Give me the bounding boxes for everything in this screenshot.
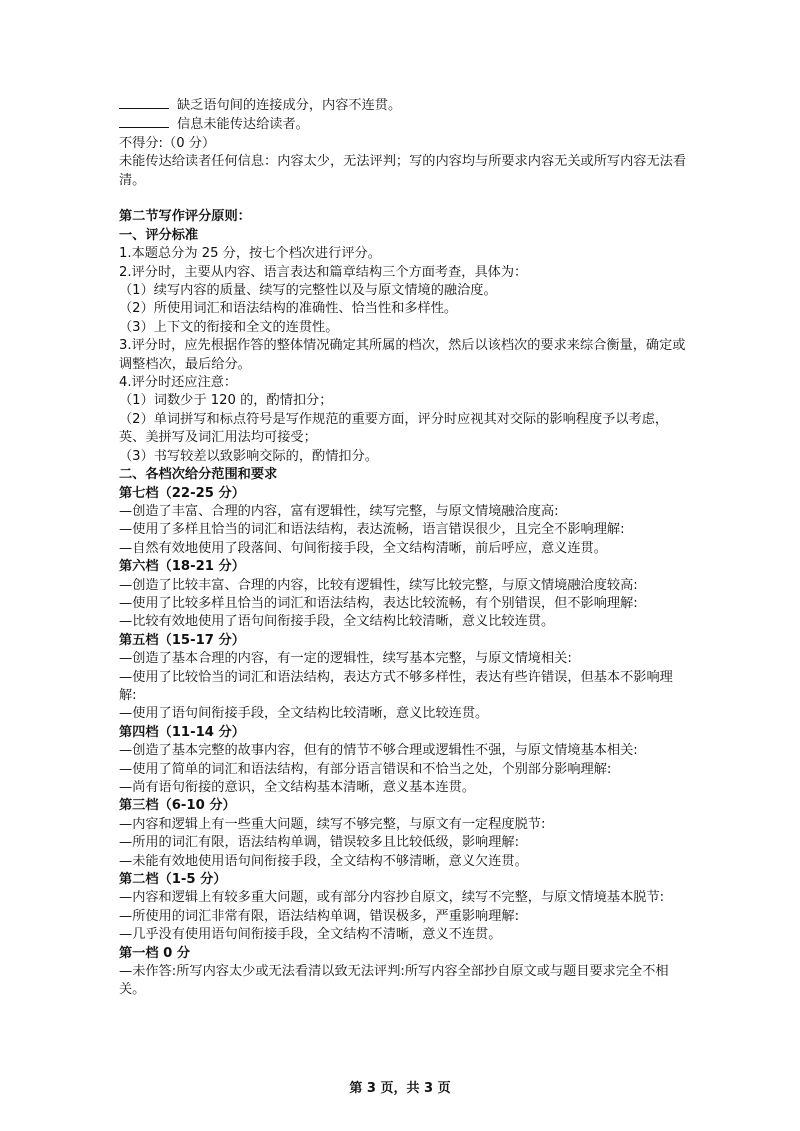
blank-criterion-1 [119, 96, 687, 115]
level-point: —所使用的词汇非常有限，语法结构单调，错误极多，严重影响理解: [119, 908, 520, 924]
level-title: 第四档（11-14 分） [119, 724, 245, 740]
level-point: —使用了多样且恰当的词汇和语法结构，表达流畅，语言错误很少，且完全不影响理解: [119, 522, 625, 538]
level-point: —比较有效地使用了语句间衔接手段，全文结构比较清晰，意义比较连贯。 [119, 614, 555, 630]
level-point: —创造了基本完整的故事内容，但有的情节不够合理或逻辑性不强，与原文情境基本相关: [119, 743, 638, 759]
page-footer: 第 3 页，共 3 页 [349, 1081, 451, 1096]
blank-criterion-2 [119, 115, 687, 134]
level-point: —未能有效地使用语句间衔接手段，全文结构不够清晰，意义欠连贯。 [119, 853, 528, 869]
rule-item: 1.本题总分为 25 分，按七个档次进行评分。 [119, 246, 381, 262]
rule-item: （1）续写内容的质量、续写的完整性以及与原文情境的融洽度。 [119, 283, 497, 299]
level-point: —创造了丰富、合理的内容，富有逻辑性，续写完整，与原文情境融洽度高: [119, 503, 559, 519]
no-score-heading: 不得分:（0 分） [119, 135, 216, 151]
document-body [119, 96, 687, 1000]
blank-underline [119, 96, 169, 109]
level-title: 第七档（22-25 分） [119, 485, 245, 501]
rule-item: （3）书写较差以致影响交际的，酌情扣分。 [119, 448, 378, 464]
part-one-heading: 一、评分标准 [119, 227, 199, 243]
level-title: 第五档（15-17 分） [119, 632, 245, 648]
level-point: —所用的词汇有限，语法结构单调，错误较多且比较低级，影响理解: [119, 835, 520, 851]
level-point: —使用了语句间衔接手段，全文结构比较清晰，意义比较连贯。 [119, 706, 489, 722]
section-title: 第二节写作评分原则： [119, 209, 251, 225]
level-point: —自然有效地使用了段落间、句间衔接手段，全文结构清晰，前后呼应，意义连贯。 [119, 540, 607, 556]
level-point: —未作答:所写内容太少或无法看清以致无法评判:所写内容全部抄自原文或与题目要求完全不相关。 [119, 964, 669, 998]
no-score-description: 未能传达给读者任何信息：内容太少，无法评判；写的内容均与所要求内容无关或所写内容无法看清。 [119, 154, 687, 188]
part-two-heading: 二、各档次给分范围和要求 [119, 467, 278, 483]
level-point: —几乎没有使用语句间衔接手段，全文结构不清晰，意义不连贯。 [119, 927, 502, 943]
level-point: —尚有语句衔接的意识，全文结构基本清晰，意义基本连贯。 [119, 780, 476, 796]
rule-item: 3.评分时，应先根据作答的整体情况确定其所属的档次，然后以该档次的要求来综合衡量，确定或调整档次，最后给分。 [119, 338, 686, 372]
rule-item: （2）所使用词汇和语法结构的准确性、恰当性和多样性。 [119, 301, 458, 317]
spacer [119, 190, 687, 208]
rule-item: （1）词数少于 120 的，酌情扣分； [119, 393, 333, 409]
level-point: —内容和逻辑上有一些重大问题，续写不够完整，与原文有一定程度脱节: [119, 816, 546, 832]
level-point: —创造了基本合理的内容，有一定的逻辑性，续写基本完整，与原文情境相关: [119, 651, 572, 667]
level-title: 第二档（1-5 分） [119, 872, 227, 888]
criterion-text: 信息未能传达给读者。 [177, 117, 309, 133]
level-title: 第一档 0 分 [119, 945, 191, 961]
rule-item: （3）上下文的衔接和全文的连贯性。 [119, 319, 339, 335]
level-point: —使用了简单的词汇和语法结构，有部分语言错误和不恰当之处，个别部分影响理解: [119, 761, 612, 777]
level-title: 第六档（18-21 分） [119, 559, 245, 575]
level-point: —内容和逻辑上有较多重大问题，或有部分内容抄自原文，续写不完整，与原文情境基本脱节: [119, 890, 665, 906]
level-title: 第三档（6-10 分） [119, 798, 236, 814]
rule-item: 2.评分时，主要从内容、语言表达和篇章结构三个方面考查，具体为： [119, 264, 528, 280]
blank-underline [119, 115, 169, 128]
criterion-text: 缺乏语句间的连接成分，内容不连贯。 [177, 98, 402, 113]
rule-item: （2）单词拼写和标点符号是写作规范的重要方面，评分时应视其对交际的影响程度予以考虑，英、美拼写及词汇用法均可接受； [119, 411, 669, 446]
level-point: —创造了比较丰富、合理的内容，比较有逻辑性，续写比较完整，与原文情境融洽度较高: [119, 577, 638, 593]
rule-item: 4.评分时还应注意： [119, 375, 238, 391]
level-point: —使用了比较恰当的词汇和语法结构，表达方式不够多样性，表达有些许错误，但基本不影响理解: [119, 669, 673, 703]
level-point: —使用了比较多样且恰当的词汇和语法结构，表达比较流畅，有个别错误，但不影响理解: [119, 595, 638, 611]
